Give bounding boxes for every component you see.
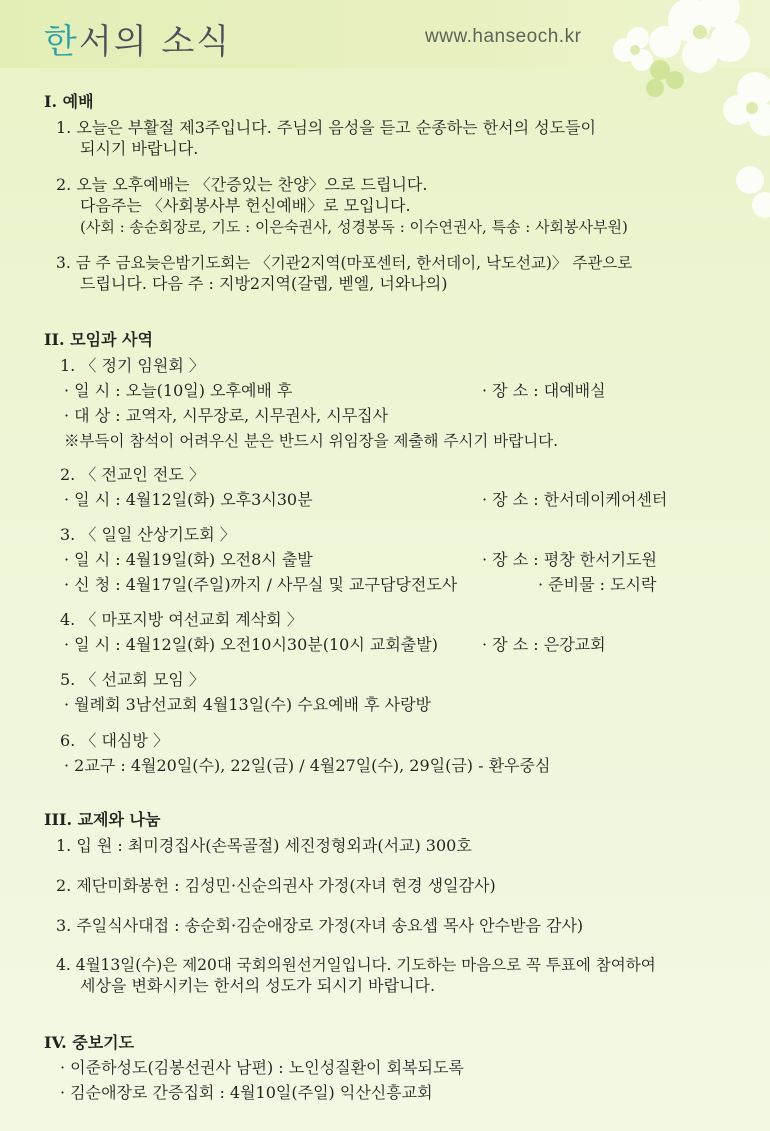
list-item: 5. 〈 선교회 모임 〉 (60, 670, 205, 689)
list-item: 6. 〈 대심방 〉 (60, 731, 169, 750)
section-heading-meetings: II. 모임과 사역 (44, 330, 153, 349)
list-item: · 장 소 : 평창 한서기도원 (482, 550, 658, 569)
list-item: · 월례회 3남선교회 4월13일(수) 수요예배 후 사랑방 (64, 695, 432, 714)
list-item: 2. 〈 전교인 전도 〉 (60, 465, 205, 484)
list-item: 세상을 변화시키는 한서의 성도가 되시기 바랍니다. (80, 976, 436, 995)
list-item: · 2교구 : 4월20일(수), 22일(금) / 4월27일(수), 29일(금) - 환우중심 (64, 756, 551, 775)
list-item: · 장 소 : 한서데이케어센터 (482, 490, 668, 509)
list-item: 1. 입 원 : 최미경집사(손목골절) 세진정형외과(서교) 300호 (56, 836, 472, 855)
website-url: www.hanseoch.kr (425, 26, 582, 47)
list-item: 1. 〈 정기 임원회 〉 (60, 356, 205, 375)
list-item: · 일 시 : 오늘(10일) 오후예배 후 (64, 381, 293, 400)
section-heading-prayer: IV. 중보기도 (44, 1033, 135, 1052)
section-heading-worship: I. 예배 (44, 92, 94, 111)
list-item: · 일 시 : 4월12일(화) 오후3시30분 (64, 490, 313, 509)
list-item: · 신 청 : 4월17일(주일)까지 / 사무실 및 교구담당전도사 (64, 575, 458, 594)
list-item: 3. 〈 일일 산상기도회 〉 (60, 525, 236, 544)
list-item: · 준비물 : 도시락 (538, 575, 657, 594)
list-item: · 대 상 : 교역자, 시무장로, 시무권사, 시무집사 (64, 406, 389, 425)
list-item: 다음주는 〈사회봉사부 헌신예배〉로 모입니다. (80, 196, 411, 215)
list-item: 3. 주일식사대접 : 송순회·김순애장로 가정(자녀 송요셉 목사 안수받음 감사) (56, 916, 584, 935)
list-item: · 장 소 : 대예배실 (482, 381, 606, 400)
list-item: 드립니다. 다음 주 : 지방2지역(갈렙, 벧엘, 너와나의) (80, 274, 448, 293)
list-item: · 장 소 : 은강교회 (482, 635, 606, 654)
list-item: 4. 4월13일(수)은 제20대 국회의원선거일입니다. 기도하는 마음으로 꼭 투표에 참여하여 (56, 956, 656, 974)
section-heading-fellowship: III. 교제와 나눔 (44, 810, 161, 829)
list-item: 4. 〈 마포지방 여선교회 계삭회 〉 (60, 610, 303, 629)
list-item: 2. 제단미화봉헌 : 김성민·신순의권사 가정(자녀 현경 생일감사) (56, 876, 496, 895)
list-item: · 일 시 : 4월19일(화) 오전8시 출발 (64, 550, 313, 569)
list-item: 1. 오늘은 부활절 제3주입니다. 주님의 음성을 듣고 순종하는 한서의 성도들이 (56, 118, 596, 137)
list-item: ※부득이 참석이 어려우신 분은 반드시 위임장을 제출해 주시기 바랍니다. (64, 432, 559, 450)
list-item: 2. 오늘 오후예배는 〈간증있는 찬양〉으로 드립니다. (56, 175, 428, 194)
list-item: (사회 : 송순회장로, 기도 : 이은숙권사, 성경봉독 : 이수연권사, 특송 : 사회봉사부원) (80, 218, 628, 236)
title-first-char: 한 (44, 22, 79, 62)
list-item: · 김순애장로 간증집회 : 4월10일(주일) 익산신흥교회 (60, 1083, 433, 1102)
list-item: 3. 금 주 금요늦은밤기도회는 〈기관2지역(마포센터, 한서데이, 낙도선교)〉 주관으로 (56, 254, 633, 272)
list-item: · 이준하성도(김봉선권사 남편) : 노인성질환이 회복되도록 (60, 1058, 464, 1077)
list-item: 되시기 바랍니다. (80, 139, 199, 158)
title-rest: 서의 소식 (78, 22, 232, 62)
list-item: · 일 시 : 4월12일(화) 오전10시30분(10시 교회출발) (64, 635, 438, 654)
